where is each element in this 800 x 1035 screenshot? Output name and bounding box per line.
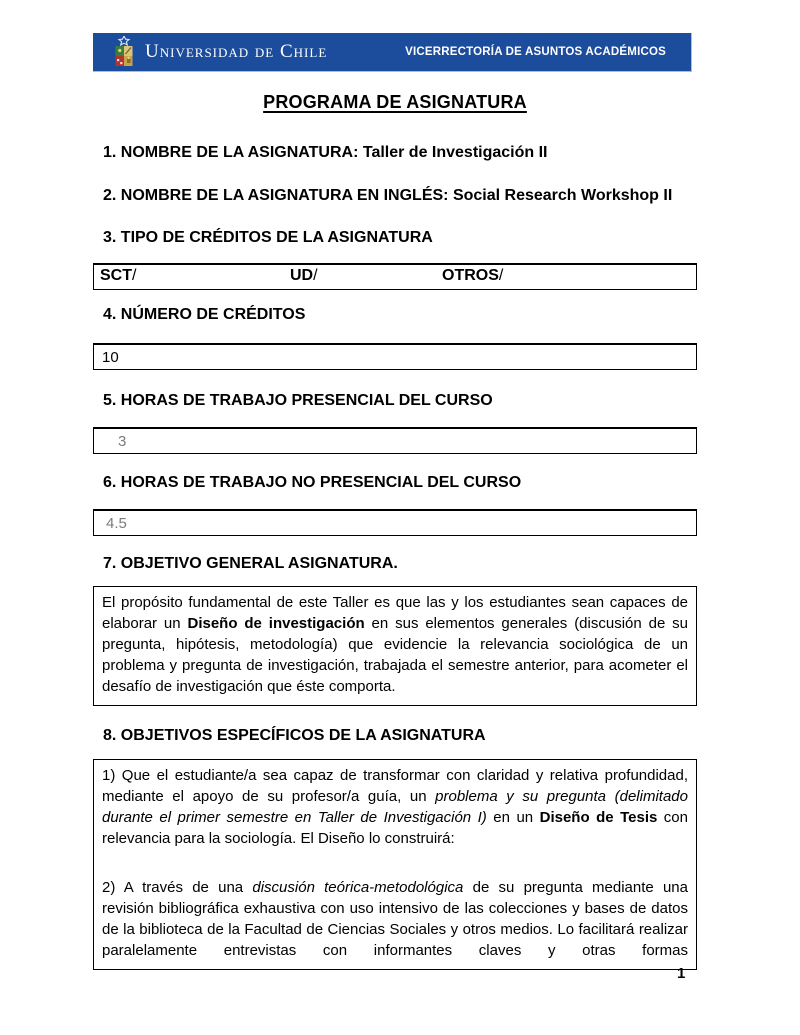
institution-header-bar — [93, 33, 692, 72]
general-objective-paragraph: El propósito fundamental de este Taller es que las y los estudiantes sean capaces de elaborar un Diseño de investigación en sus elementos generales (discusión de su pregunta, hipótesis, metodología) que evidencie la relevancia sociológica de un problema y pregunta de investigación, trabajada el semestre anterior, para acometer el desafío de investigación que éste comporta. — [102, 594, 689, 695]
specific-objective-1-paragraph: 1) Que el estudiante/a sea capaz de transformar con claridad y relativa profundidad, mediante el apoyo de su profesor/a guía, un problema y su pregunta (delimitado durante el primer semestre en Taller de Investigación I) en un Diseño de Tesis con relevancia para la sociología. El Diseño lo construirá: — [102, 767, 688, 847]
university-crest-icon — [114, 36, 134, 68]
presential-hours-value: 3 — [118, 432, 127, 450]
credit-type-sct-slash: / — [132, 267, 137, 284]
specific-objectives-box — [93, 759, 697, 970]
section-1-heading: 1. NOMBRE DE LA ASIGNATURA: Taller de Investigación II — [103, 144, 548, 161]
section-4-heading: 4. NÚMERO DE CRÉDITOS — [103, 306, 306, 323]
credit-type-sct — [100, 267, 136, 285]
page-number: 1 — [677, 965, 686, 982]
non-presential-hours-value: 4.5 — [106, 514, 127, 532]
credit-type-box — [93, 263, 697, 290]
university-name: Universidad de Chile — [145, 41, 328, 62]
section-5-heading: 5. HORAS DE TRABAJO PRESENCIAL DEL CURSO — [103, 392, 493, 409]
credit-type-ud-slash: / — [313, 267, 318, 284]
section-2-heading: 2. NOMBRE DE LA ASIGNATURA EN INGLÉS: Social Research Workshop II — [103, 187, 673, 204]
credits-number-value: 10 — [102, 348, 119, 366]
presential-hours-box — [93, 427, 697, 454]
credit-type-ud — [290, 267, 318, 285]
section-8-heading: 8. OBJETIVOS ESPECÍFICOS DE LA ASIGNATURA — [103, 727, 486, 744]
section-7-heading: 7. OBJETIVO GENERAL ASIGNATURA. — [103, 555, 398, 572]
page-title: PROGRAMA DE ASIGNATURA — [263, 92, 527, 112]
credit-type-ud-label: UD — [290, 267, 314, 284]
document-page — [93, 33, 697, 970]
credits-number-box — [93, 343, 697, 370]
credit-type-sct-label: SCT — [100, 267, 132, 284]
credit-type-otros-slash: / — [498, 267, 504, 284]
section-3-heading: 3. TIPO DE CRÉDITOS DE LA ASIGNATURA — [103, 229, 433, 246]
general-objective-box — [93, 586, 697, 706]
office-name: VICERRECTORÍA DE ASUNTOS ACADÉMICOS — [405, 46, 666, 58]
specific-objective-2-paragraph: 2) A través de una discusión teórica-metodológica de su pregunta mediante una revisión bibliográfica exhaustiva con uso intensivo de las colecciones y bases de datos de la biblioteca de la Facultad de Ciencias Sociales y otros medios. Lo facilitará realizar paralelamente entrevistas con informantes claves y otras formas — [102, 879, 688, 959]
section-6-heading: 6. HORAS DE TRABAJO NO PRESENCIAL DEL CURSO — [103, 474, 522, 491]
non-presential-hours-box — [93, 509, 697, 536]
credit-type-otros-label: OTROS — [442, 267, 499, 284]
credit-type-otros — [442, 267, 503, 285]
